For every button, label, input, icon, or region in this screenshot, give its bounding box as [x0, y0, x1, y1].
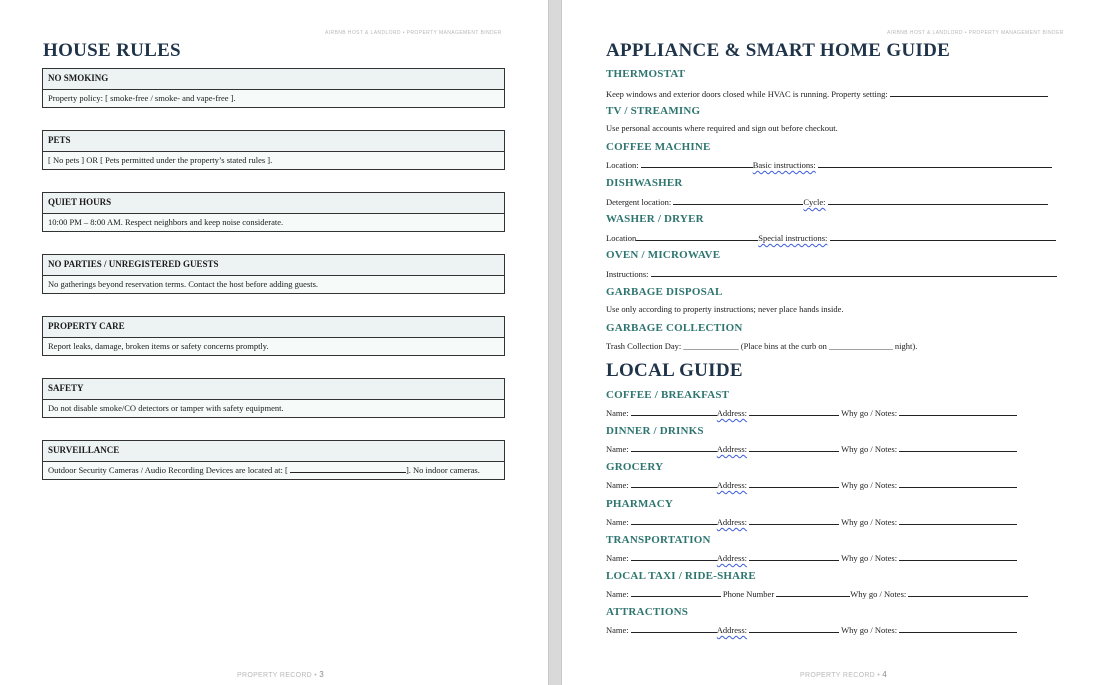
name-blank[interactable]	[631, 479, 717, 488]
name-label: Name:	[606, 444, 629, 454]
footer-left	[237, 670, 324, 679]
thermostat-text: Keep windows and exterior doors closed while HVAC is running. Property setting:	[606, 89, 888, 99]
rule-box-no-smoking	[42, 68, 505, 108]
section-garbage-disposal: GARBAGE DISPOSAL	[606, 286, 723, 298]
location-blank[interactable]	[641, 159, 753, 168]
rule-body: Do not disable smoke/CO detectors or tamper with safety equipment.	[43, 400, 504, 417]
section-tv: TV / STREAMING	[606, 105, 701, 117]
section-coffee-machine: COFFEE MACHINE	[606, 141, 711, 153]
name-label: Name:	[606, 589, 629, 599]
washer-line	[606, 232, 1056, 244]
rule-title: PROPERTY CARE	[43, 317, 504, 338]
section-dishwasher: DISHWASHER	[606, 177, 683, 189]
detergent-label: Detergent location:	[606, 197, 672, 207]
local-entry-line	[606, 588, 1028, 600]
rule-body: Property policy: [ smoke-free / smoke- and vape-free ].	[43, 90, 504, 107]
address-label: Address:	[716, 517, 748, 527]
name-label: Name:	[606, 480, 629, 490]
why-label: Why go / Notes:	[841, 517, 898, 527]
surveillance-suffix: ]. No indoor cameras.	[405, 465, 480, 475]
name-blank[interactable]	[631, 516, 717, 525]
address-blank[interactable]	[749, 407, 839, 416]
name-blank[interactable]	[631, 552, 717, 561]
section-oven-microwave: OVEN / MICROWAVE	[606, 249, 721, 261]
tv-text: Use personal accounts where required and sign out before checkout.	[606, 123, 838, 133]
rule-body: No gatherings beyond reservation terms. Contact the host before adding guests.	[43, 276, 504, 293]
why-blank[interactable]	[899, 552, 1017, 561]
why-blank[interactable]	[899, 479, 1017, 488]
address-label: Address:	[716, 625, 748, 635]
why-blank[interactable]	[899, 443, 1017, 452]
local-entry-line	[606, 443, 1017, 455]
running-head-left: AIRBNB HOST & LANDLORD • PROPERTY MANAGEMENT BINDER	[325, 30, 502, 36]
dishwasher-line	[606, 196, 1048, 208]
rule-box-surveillance	[42, 440, 505, 480]
detergent-blank[interactable]	[673, 196, 803, 205]
name-label: Name:	[606, 408, 629, 418]
address-blank[interactable]	[749, 443, 839, 452]
name-label: Name:	[606, 553, 629, 563]
local-guide-title: LOCAL GUIDE	[606, 360, 743, 381]
local-section-title: PHARMACY	[606, 498, 673, 510]
why-label: Why go / Notes:	[841, 625, 898, 635]
name-blank[interactable]	[631, 624, 717, 633]
rule-body: 10:00 PM – 8:00 AM. Respect neighbors and keep noise considerate.	[43, 214, 504, 231]
running-head-right: AIRBNB HOST & LANDLORD • PROPERTY MANAGEMENT BINDER	[887, 30, 1064, 36]
rule-box-property-care	[42, 316, 505, 356]
instructions-label: Instructions:	[606, 269, 649, 279]
camera-location-blank[interactable]	[290, 464, 406, 473]
local-entry-line	[606, 516, 1017, 528]
collection-text: Trash Collection Day: _____________ (Place bins at the curb on _______________ night).	[606, 341, 918, 351]
section-thermostat: THERMOSTAT	[606, 68, 686, 80]
rule-body: Report leaks, damage, broken items or safety concerns promptly.	[43, 338, 504, 355]
phone-blank[interactable]	[776, 588, 850, 597]
address-blank[interactable]	[749, 479, 839, 488]
name-label: Name:	[606, 625, 629, 635]
address-blank[interactable]	[749, 552, 839, 561]
address-label: Address:	[716, 444, 748, 454]
address-label: Address:	[716, 480, 748, 490]
name-blank[interactable]	[631, 407, 717, 416]
cycle-label: Cycle:	[803, 197, 826, 207]
name-blank[interactable]	[631, 588, 721, 597]
local-section-title: ATTRACTIONS	[606, 606, 689, 618]
rule-title: SAFETY	[43, 379, 504, 400]
footer-right	[800, 670, 887, 679]
thermostat-setting-blank[interactable]	[890, 88, 1048, 97]
why-blank[interactable]	[908, 588, 1028, 597]
rule-title: NO SMOKING	[43, 69, 504, 90]
why-label: Why go / Notes:	[841, 444, 898, 454]
footer-label: PROPERTY RECORD •	[237, 672, 318, 679]
address-label: Address:	[716, 408, 748, 418]
why-label: Why go / Notes:	[841, 480, 898, 490]
instructions-blank[interactable]	[651, 268, 1057, 277]
local-section-title: LOCAL TAXI / RIDE-SHARE	[606, 570, 756, 582]
why-label: Why go / Notes:	[841, 553, 898, 563]
rule-body: [ No pets ] OR [ Pets permitted under the property’s stated rules ].	[43, 152, 504, 169]
rule-box-pets	[42, 130, 505, 170]
rule-box-safety	[42, 378, 505, 418]
surveillance-prefix: Outdoor Security Cameras / Audio Recording Devices are located at: [	[48, 465, 290, 475]
rule-box-quiet-hours	[42, 192, 505, 232]
local-entry-line	[606, 552, 1017, 564]
coffee-machine-line	[606, 159, 1052, 171]
why-label: Why go / Notes:	[841, 408, 898, 418]
why-blank[interactable]	[899, 624, 1017, 633]
local-entry-line	[606, 479, 1017, 491]
location-label: Location:	[606, 160, 639, 170]
local-section-title: COFFEE / BREAKFAST	[606, 389, 730, 401]
oven-line	[606, 268, 1057, 280]
special-instructions-blank[interactable]	[830, 232, 1056, 241]
why-blank[interactable]	[899, 516, 1017, 525]
rule-title: SURVEILLANCE	[43, 441, 504, 462]
page-number: 3	[319, 670, 325, 679]
why-blank[interactable]	[899, 407, 1017, 416]
location-label: Location	[606, 233, 637, 243]
appliance-guide-title: APPLIANCE & SMART HOME GUIDE	[606, 40, 951, 61]
local-entry-line	[606, 407, 1017, 419]
instructions-label: Basic instructions:	[752, 160, 816, 170]
location-blank[interactable]	[636, 232, 758, 241]
cycle-blank[interactable]	[828, 196, 1048, 205]
address-label: Address:	[716, 553, 748, 563]
address-blank[interactable]	[749, 624, 839, 633]
footer-label: PROPERTY RECORD •	[800, 672, 881, 679]
local-section-title: GROCERY	[606, 461, 664, 473]
address-blank[interactable]	[749, 516, 839, 525]
thermostat-line	[606, 88, 1048, 100]
page-number: 4	[882, 670, 888, 679]
rule-box-no-parties	[42, 254, 505, 294]
disposal-text: Use only according to property instructions; never place hands inside.	[606, 304, 844, 314]
special-instructions-label: Special instructions:	[758, 233, 828, 243]
why-label: Why go / Notes:	[850, 589, 907, 599]
rule-title: NO PARTIES / UNREGISTERED GUESTS	[43, 255, 504, 276]
name-label: Name:	[606, 517, 629, 527]
phone-label: Phone Number	[722, 589, 775, 599]
local-section-title: DINNER / DRINKS	[606, 425, 704, 437]
rule-body	[43, 462, 504, 479]
instructions-blank[interactable]	[818, 159, 1052, 168]
section-washer-dryer: WASHER / DRYER	[606, 213, 704, 225]
name-blank[interactable]	[631, 443, 717, 452]
rule-title: QUIET HOURS	[43, 193, 504, 214]
rule-title: PETS	[43, 131, 504, 152]
local-entry-line	[606, 624, 1017, 636]
section-garbage-collection: GARBAGE COLLECTION	[606, 322, 743, 334]
page-gutter	[548, 0, 562, 685]
house-rules-title: HOUSE RULES	[43, 40, 181, 61]
local-section-title: TRANSPORTATION	[606, 534, 711, 546]
